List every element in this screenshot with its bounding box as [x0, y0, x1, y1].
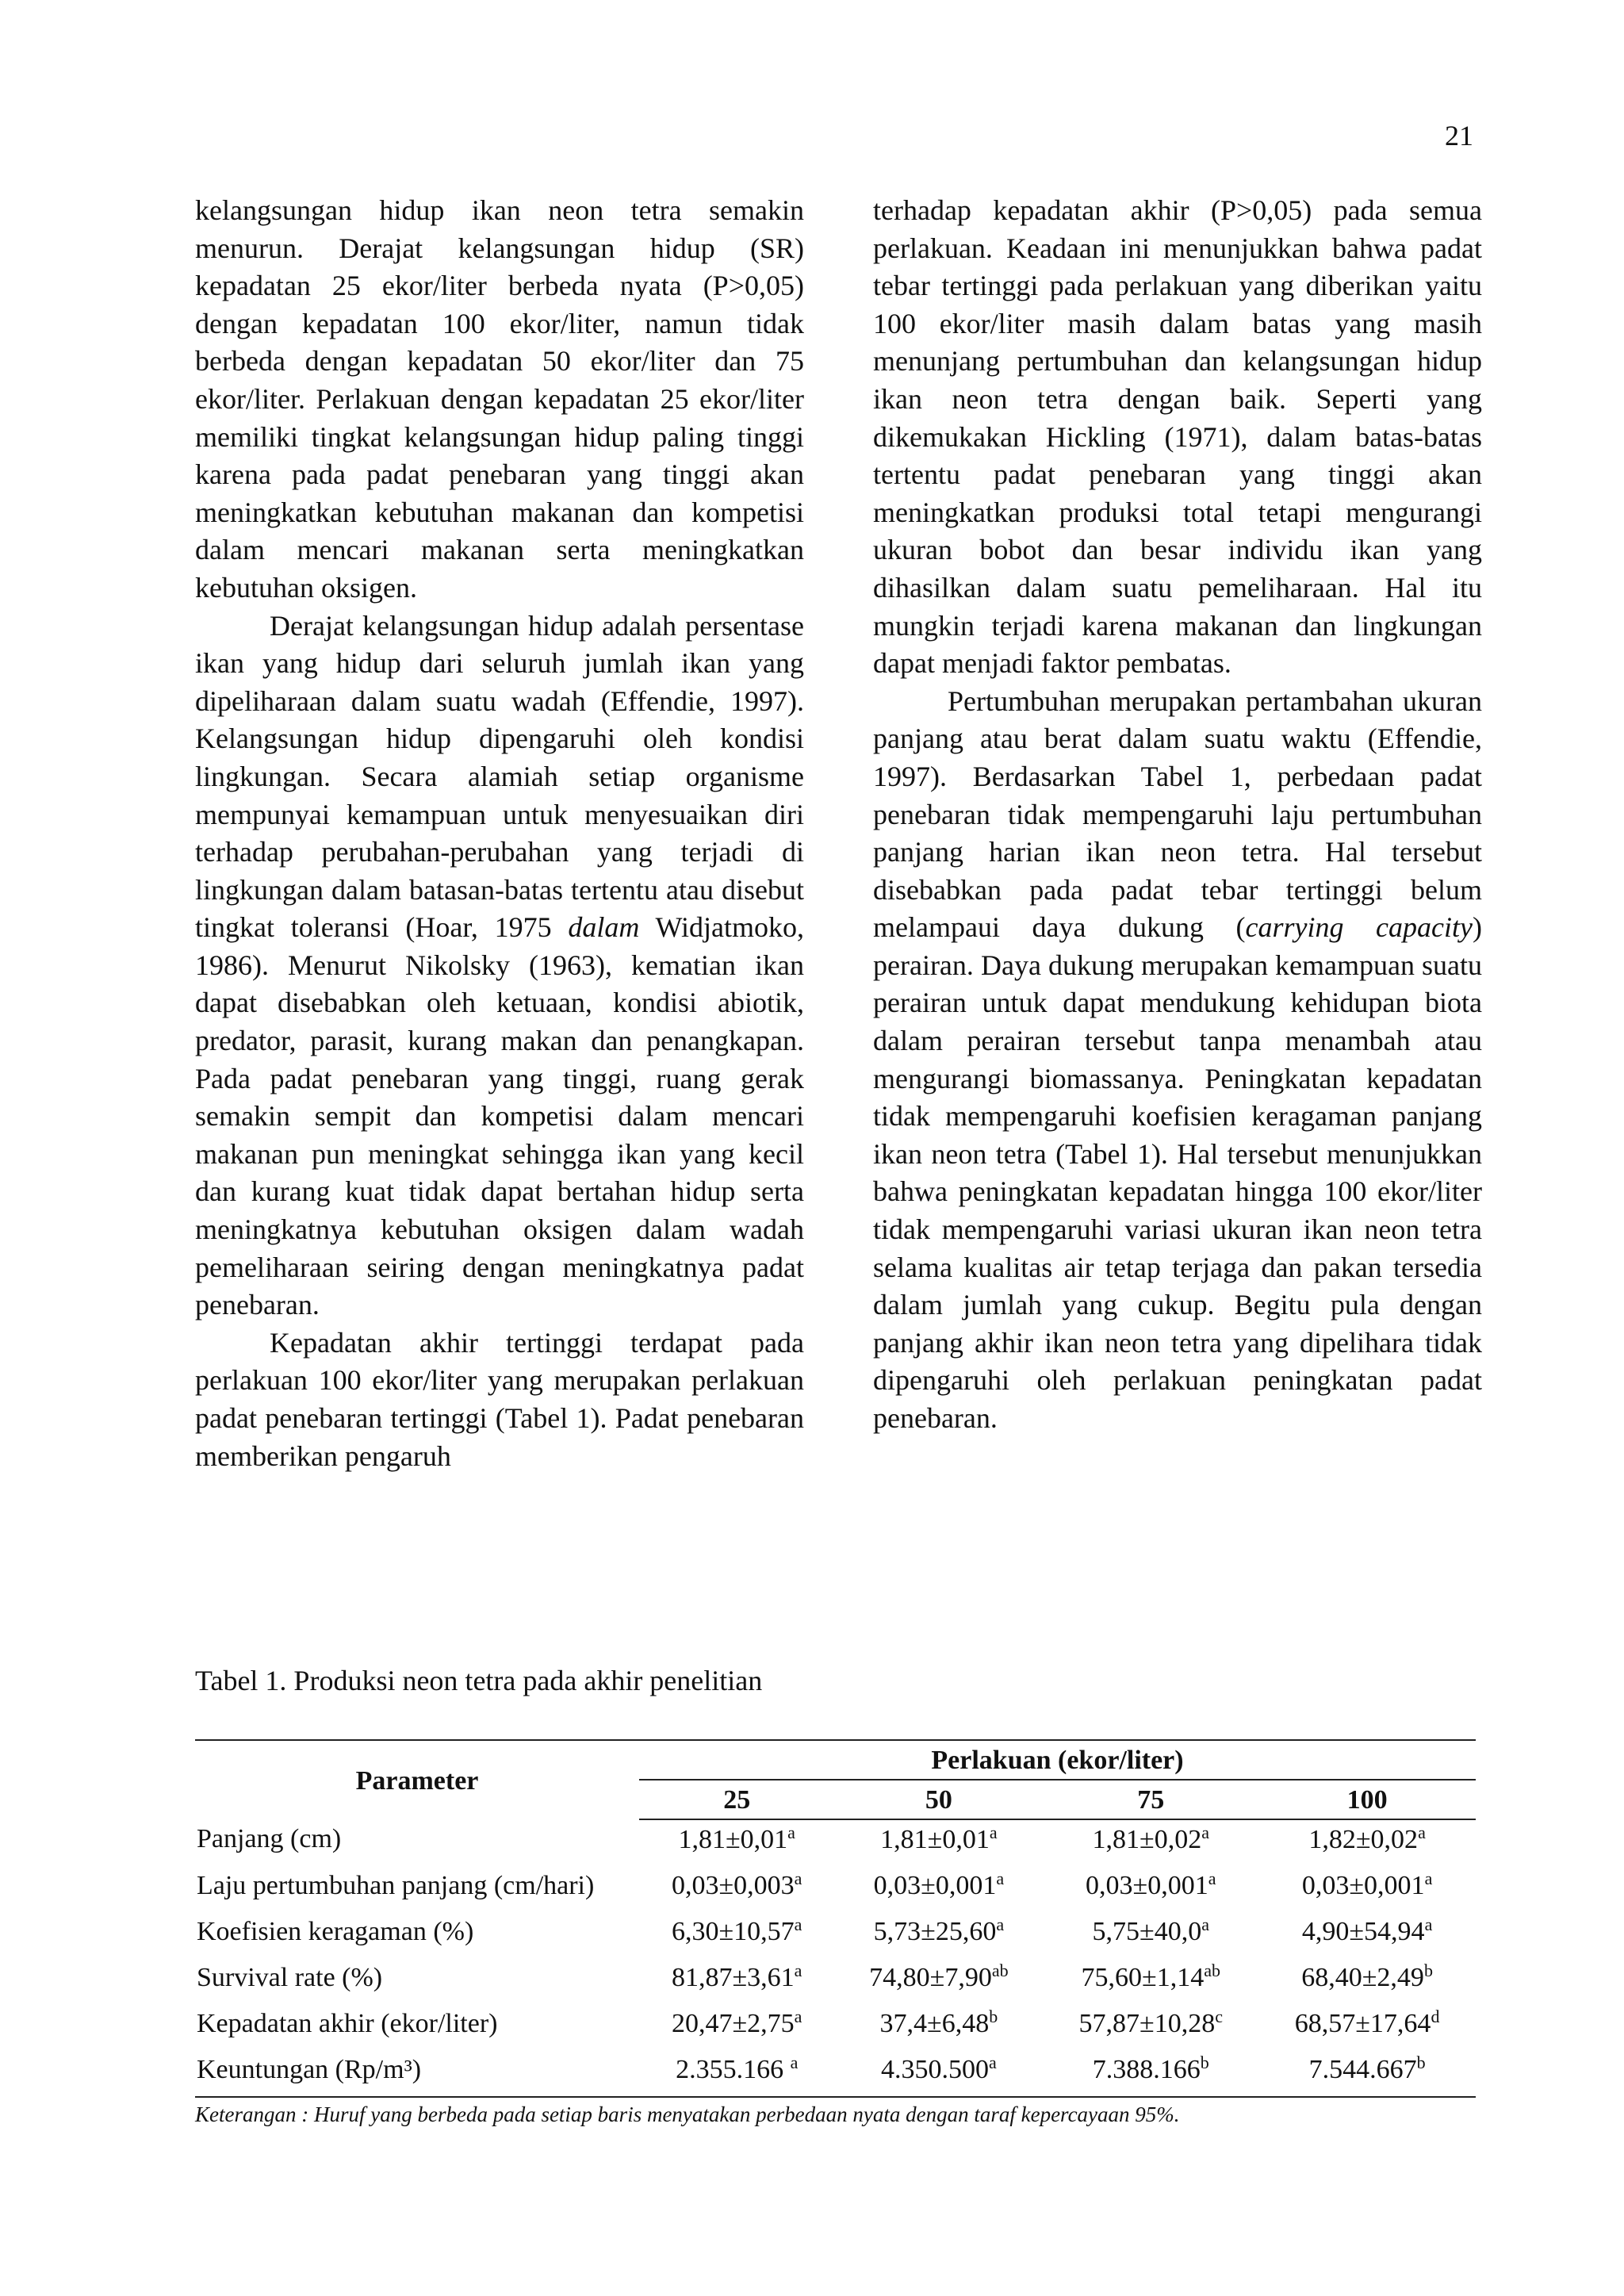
table-row	[195, 1958, 1476, 2004]
significance-letter: a	[1201, 1823, 1209, 1842]
cell-value: 75,60±1,14	[1081, 1963, 1205, 1992]
table-cell	[639, 2050, 834, 2097]
table-cell	[1043, 2050, 1258, 2097]
left-paragraph-1: kelangsungan hidup ikan neon tetra semakin menurun. Derajat kelangsungan hidup (SR) kepadatan 25 ekor/liter berbeda nyata (P>0,05) dengan kepadatan 100 ekor/liter, namun tidak berbeda dengan kepadatan 50 ekor/liter dan 75 ekor/liter. Perlakuan dengan kepadatan 25 ekor/liter memiliki tingkat kelangsungan hidup paling tinggi karena pada padat penebaran yang tinggi akan meningkatkan kebutuhan makanan dan kompetisi dalam mencari makanan serta meningkatkan kebutuhan oksigen.	[195, 194, 804, 604]
table-cell	[639, 2004, 834, 2050]
cell-value: 81,87±3,61	[671, 1963, 795, 1992]
right-column	[873, 192, 1482, 1438]
significance-letter: a	[787, 1823, 795, 1842]
significance-letter: ab	[1204, 1961, 1220, 1980]
row-label: Kepadatan akhir (ekor/liter)	[197, 2009, 498, 2038]
table-cell	[1043, 1912, 1258, 1958]
row-label: Panjang (cm)	[197, 1824, 342, 1853]
significance-letter: a	[996, 1869, 1005, 1888]
table-cell	[834, 1912, 1043, 1958]
cell-value: 1,81±0,01	[678, 1825, 788, 1854]
cell-value: 5,75±40,0	[1092, 1917, 1202, 1946]
cell-value: 4.350.500	[880, 2055, 989, 2084]
cell-value: 37,4±6,48	[879, 2009, 990, 2038]
results-table-wrapper	[195, 1739, 1476, 2127]
significance-letter: a	[794, 1869, 802, 1888]
table-cell	[1258, 1912, 1476, 1958]
significance-letter: b	[1200, 2053, 1209, 2072]
significance-letter: b	[1416, 2053, 1426, 2072]
cell-value: 2.355.166	[676, 2055, 791, 2084]
table-cell	[834, 1958, 1043, 2004]
table-body	[195, 1819, 1476, 2097]
significance-letter: a	[1201, 1915, 1209, 1934]
table-cell	[639, 1866, 834, 1912]
significance-letter: d	[1431, 2007, 1440, 2026]
table-row	[195, 1819, 1476, 1866]
cell-value: 1,81±0,01	[880, 1825, 990, 1854]
page-number: 21	[1445, 120, 1473, 151]
results-table	[195, 1739, 1476, 2098]
table-cell	[639, 1958, 834, 2004]
table-cell	[1043, 1958, 1258, 2004]
table-cell	[1258, 1819, 1476, 1866]
significance-letter: ab	[991, 1961, 1009, 1980]
significance-letter: a	[1424, 1869, 1433, 1888]
treatment-group-header: Perlakuan (ekor/liter)	[639, 1740, 1476, 1780]
significance-letter: b	[989, 2007, 998, 2026]
cell-value: 1,81±0,02	[1092, 1825, 1202, 1854]
cell-value: 57,87±10,28	[1078, 2009, 1216, 2038]
table-cell	[1043, 2004, 1258, 2050]
dose-header-50: 50	[834, 1780, 1043, 1819]
significance-letter: c	[1215, 2007, 1223, 2026]
dose-header-100: 100	[1258, 1780, 1476, 1819]
significance-letter: a	[1418, 1823, 1426, 1842]
cell-value: 0,03±0,001	[873, 1871, 997, 1900]
cell-value: 0,03±0,003	[671, 1871, 795, 1900]
cell-value: 68,40±2,49	[1301, 1963, 1424, 1992]
dose-header-75: 75	[1043, 1780, 1258, 1819]
table-cell	[834, 1819, 1043, 1866]
significance-letter: a	[794, 2007, 802, 2026]
cell-value: 74,80±7,90	[869, 1963, 992, 1992]
table-row	[195, 2004, 1476, 2050]
table-cell	[1043, 1866, 1258, 1912]
table-cell	[834, 2004, 1043, 2050]
table-cell	[1258, 2050, 1476, 2097]
cell-value: 7.544.667	[1308, 2055, 1417, 2084]
row-label: Survival rate (%)	[197, 1963, 383, 1992]
right-paragraph-2: Pertumbuhan merupakan pertambahan ukuran panjang atau berat dalam suatu waktu (Effendie, 1997). Berdasarkan Tabel 1, perbedaan padat penebaran tidak mempengaruhi laju pertumbuhan panjang harian ikan neon tetra. Hal tersebut disebabkan pada padat tebar tertinggi belum melampaui daya dukung (carrying capacity) perairan. Daya dukung merupakan kemampuan suatu perairan untuk dapat mendukung kehidupan biota dalam perairan tersebut tanpa menambah atau mengurangi biomassanya. Peningkatan kepadatan tidak mempengaruhi koefisien keragaman panjang ikan neon tetra (Tabel 1). Hal tersebut menunjukkan bahwa peningkatan kepadatan hingga 100 ekor/liter tidak mempengaruhi variasi ukuran ikan neon tetra selama kualitas air tetap terjaga dan pakan tersedia dalam jumlah yang cukup. Begitu pula dengan panjang akhir ikan neon tetra yang dipelihara tidak dipengaruhi oleh perlakuan peningkatan padat penebaran.	[873, 684, 1482, 1434]
table-cell	[1258, 1958, 1476, 2004]
table-row	[195, 1912, 1476, 1958]
dose-header-25: 25	[639, 1780, 834, 1819]
significance-letter: b	[1423, 1961, 1433, 1980]
table-row	[195, 1866, 1476, 1912]
significance-letter: a	[988, 2053, 997, 2072]
row-label: Keuntungan (Rp/m³)	[195, 2050, 639, 2097]
table-note: Keterangan : Huruf yang berbeda pada setiap baris menyatakan perbedaan nyata dengan taraf kepercayaan 95%.	[195, 2102, 1180, 2126]
cell-value: 1,82±0,02	[1308, 1825, 1419, 1854]
table-cell	[639, 1912, 834, 1958]
significance-letter: a	[989, 1823, 998, 1842]
cell-value: 0,03±0,001	[1086, 1871, 1208, 1900]
significance-letter: a	[790, 2053, 799, 2072]
cell-value: 6,30±10,57	[671, 1917, 795, 1946]
significance-letter: a	[1424, 1915, 1433, 1934]
table-cell	[1258, 1866, 1476, 1912]
left-paragraph-3: Kepadatan akhir tertinggi terdapat pada perlakuan 100 ekor/liter yang merupakan perlakuan padat penebaran tertinggi (Tabel 1). Padat penebaran memberikan pengaruh	[195, 1326, 804, 1472]
significance-letter: a	[794, 1961, 802, 1980]
left-column	[195, 192, 804, 1475]
cell-value: 5,73±25,60	[873, 1917, 997, 1946]
left-paragraph-2: Derajat kelangsungan hidup adalah persentase ikan yang hidup dari seluruh jumlah ikan yang dipeliharaan dalam suatu wadah (Effendie, 1997). Kelangsungan hidup dipengaruhi oleh kondisi lingkungan. Secara alamiah setiap organisme mempunyai kemampuan untuk menyesuaikan diri terhadap perubahan-perubahan yang terjadi di lingkungan dalam batasan-batas tertentu atau disebut tingkat toleransi (Hoar, 1975 dalam Widjatmoko, 1986). Menurut Nikolsky (1963), kematian ikan dapat disebabkan oleh ketuaan, kondisi abiotik, predator, parasit, kurang makan dan penangkapan. Pada padat penebaran yang tinggi, ruang gerak semakin sempit dan kompetisi dalam mencari makanan pun meningkat sehingga ikan yang kecil dan kurang kuat tidak dapat bertahan hidup serta meningkatnya kebutuhan oksigen dalam wadah pemeliharaan seiring dengan meningkatnya padat penebaran.	[195, 609, 804, 1321]
cell-value: 4,90±54,94	[1301, 1917, 1425, 1946]
cell-value: 7.388.166	[1092, 2055, 1201, 2084]
cell-value: 20,47±2,75	[671, 2009, 795, 2038]
parameter-header: Parameter	[195, 1740, 639, 1819]
table-cell	[834, 1866, 1043, 1912]
row-label: Koefisien keragaman (%)	[197, 1917, 474, 1946]
table-cell	[834, 2050, 1043, 2097]
right-paragraph-1: terhadap kepadatan akhir (P>0,05) pada semua perlakuan. Keadaan ini menunjukkan bahwa padat tebar tertinggi pada perlakuan yang diberikan yaitu 100 ekor/liter masih dalam batas yang masih menunjang pertumbuhan dan kelangsungan hidup ikan neon tetra dengan baik. Seperti yang dikemukakan Hickling (1971), dalam batas-batas tertentu padat penebaran yang tinggi akan meningkatkan produksi total tetapi mengurangi ukuran bobot dan besar individu ikan yang dihasilkan dalam suatu pemeliharaan. Hal itu mungkin terjadi karena makanan dan lingkungan dapat menjadi faktor pembatas.	[873, 194, 1482, 680]
cell-value: 0,03±0,001	[1301, 1871, 1425, 1900]
table-caption: Tabel 1. Produksi neon tetra pada akhir penelitian	[195, 1665, 763, 1696]
row-label: Laju pertumbuhan panjang (cm/hari)	[197, 1871, 595, 1900]
cell-value: 68,57±17,64	[1294, 2009, 1431, 2038]
table-cell	[639, 1819, 834, 1866]
significance-letter: a	[794, 1915, 802, 1934]
significance-letter: a	[996, 1915, 1005, 1934]
table-cell	[1043, 1819, 1258, 1866]
table-row	[195, 2050, 1476, 2097]
table-cell	[1258, 2004, 1476, 2050]
significance-letter: a	[1208, 1869, 1216, 1888]
